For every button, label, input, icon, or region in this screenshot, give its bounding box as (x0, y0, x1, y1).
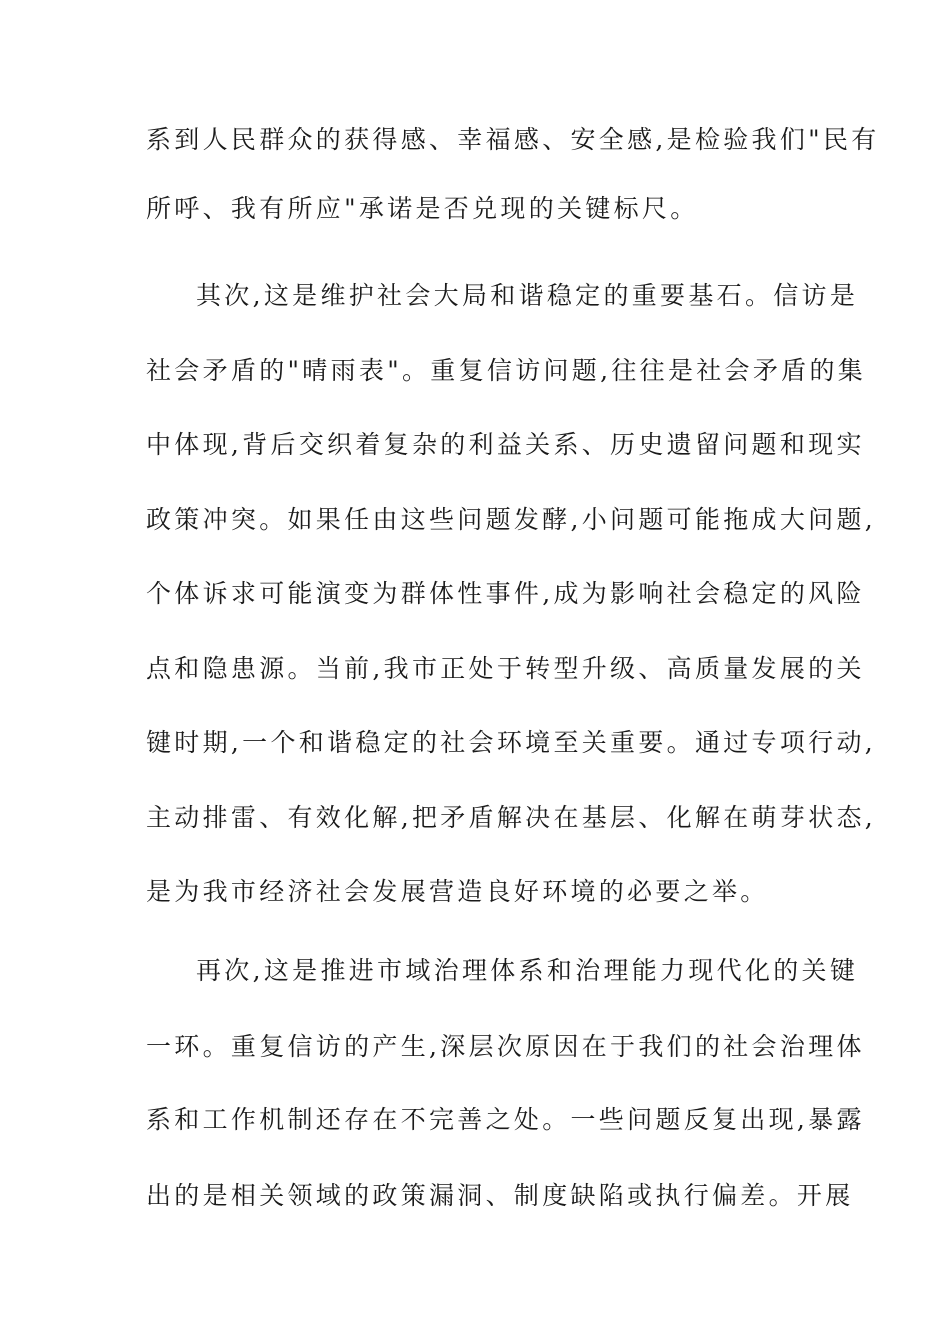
text-line: 中体现,背后交织着复杂的利益关系、历史遗留问题和现实 (146, 430, 865, 459)
text-line: 是为我市经济社会发展营造良好环境的必要之举。 (146, 877, 769, 906)
text-line: 点和隐患源。当前,我市正处于转型升级、高质量发展的关 (146, 654, 865, 683)
paragraph-start-line: 其次,这是维护社会大局和谐稳定的重要基石。信访是 (196, 281, 859, 310)
paragraph-start-line: 再次,这是推进市域治理体系和治理能力现代化的关键 (196, 956, 859, 985)
text-line: 键时期,一个和谐稳定的社会环境至关重要。通过专项行动, (146, 728, 876, 757)
text-line: 个体诉求可能演变为群体性事件,成为影响社会稳定的风险 (146, 579, 865, 608)
text-line: 系和工作机制还存在不完善之处。一些问题反复出现,暴露 (146, 1105, 865, 1134)
text-line: 出的是相关领域的政策漏洞、制度缺陷或执行偏差。开展 (146, 1181, 854, 1210)
text-line: 一环。重复信访的产生,深层次原因在于我们的社会治理体 (146, 1032, 865, 1061)
text-line: 社会矛盾的"晴雨表"。重复信访问题,往往是社会矛盾的集 (146, 356, 867, 385)
text-line: 所呼、我有所应"承诺是否兑现的关键标尺。 (146, 194, 699, 223)
text-line: 主动排雷、有效化解,把矛盾解决在基层、化解在萌芽状态, (146, 803, 876, 832)
text-line: 政策冲突。如果任由这些问题发酵,小问题可能拖成大问题, (146, 505, 876, 534)
text-line: 系到人民群众的获得感、幸福感、安全感,是检验我们"民有 (146, 125, 880, 154)
